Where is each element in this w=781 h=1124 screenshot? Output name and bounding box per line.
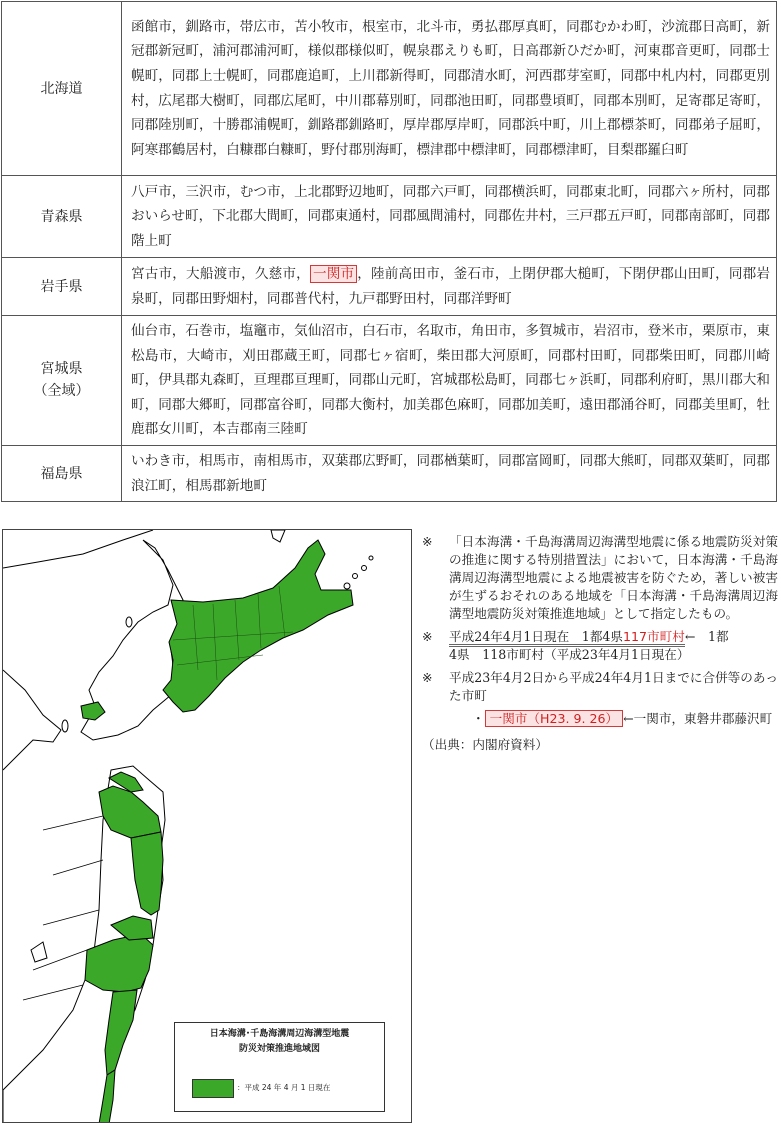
island-shape [344, 583, 350, 589]
prefecture-name: 福島県 [2, 445, 122, 501]
table-row [2, 316, 777, 446]
note-mark: ※ [422, 534, 433, 549]
count-text: 1都 [695, 629, 729, 644]
sakhalin-shape [271, 530, 285, 542]
note-text: 「日本海溝・千島海溝周辺海溝型地震に係る地震防災対策の推進に関する特別措置法」において，日本海溝・千島海溝周辺海溝型地震による地震被害を防ぐため，著しい被害が生ずるおそれのある地域を「日本海溝・千島海溝周辺海溝型地震防災対策推進地域」として指定したもの。 [449, 534, 778, 621]
merger-item [472, 710, 778, 728]
table-row [2, 445, 777, 501]
bullet: ・ [472, 711, 485, 726]
note-item [422, 628, 778, 664]
municipality-list: いわき市，相馬市，南相馬市，双葉郡広野町，同郡楢葉町，同郡富岡町，同郡大熊町，同郡双葉町，同郡浪江町，相馬郡新地町 [122, 445, 777, 501]
notes-panel [422, 533, 778, 754]
table-row [2, 176, 777, 258]
count-text: 平成24年4月1日現在 1都4県 [449, 629, 624, 644]
island-shape [369, 556, 373, 560]
hokkaido-designated-shape [163, 540, 353, 712]
arrow: ← [684, 629, 696, 644]
note-text [449, 628, 778, 664]
continent-coast [3, 670, 61, 770]
note-mark: ※ [422, 670, 433, 685]
legend-title: 防災対策推進地域図 [238, 1044, 320, 1054]
municipality-list: 仙台市，石巻市，塩竈市，気仙沼市，白石市，名取市，角田市，多賀城市，岩沼市，登米市，栗原市，東松島市，大崎市，刈田郡蔵王町，同郡七ヶ宿町，柴田郡大河原町，同郡村田町，同郡柴田町，同郡川崎町，伊具郡丸森町，亘理郡亘理町，同郡山元町，宮城郡松島町，同郡七ヶ浜町，同郡利府町，黒川郡大和町，同郡大郷町，同郡富谷町，同郡大衡村，加美郡色麻町，同郡加美町，遠田郡涌谷町，同郡美里町，牡鹿郡女川町，本吉郡南三陸町 [122, 316, 777, 446]
source-note: （出典：内閣府資料） [422, 737, 548, 752]
legend-swatch [192, 1079, 234, 1098]
municipality-text: ，陸前高田市，釜石市，上閉伊郡大槌町，下閉伊郡山田町，同郡岩泉町，同郡田野畑村，同郡普代村，九戸郡野田村，同郡洋野町 [131, 265, 771, 307]
municipality-list: 八戸市，三沢市，むつ市，上北郡野辺地町，同郡六戸町，同郡横浜町，同郡東北町，同郡六ヶ所村，同郡おいらせ町，下北郡大間町，同郡東通村，同郡風間浦村，同郡佐井村，三戸郡五戸町，同郡南部町，同郡階上町 [122, 176, 777, 258]
prefecture-note: （全域） [33, 383, 90, 400]
island-shape [31, 942, 47, 962]
prefecture-name: 北海道 [2, 2, 122, 176]
prefecture-name [2, 316, 122, 446]
note-item [422, 533, 778, 623]
designated-area-map [2, 529, 412, 1123]
arrow: ← [623, 711, 634, 726]
prefecture-name: 岩手県 [2, 258, 122, 316]
prefecture-name: 青森県 [2, 176, 122, 258]
highlighted-count: 117市町村 [623, 629, 685, 644]
count-text: 4県 118市町村（平成23年4月1日現在） [449, 647, 690, 662]
island-shape [362, 566, 367, 571]
legend-title: 日本海溝･千島海溝周辺海溝型地震 [209, 1029, 350, 1039]
note-text: 平成23年4月2日から平成24年4月1日までに合併等のあった市町 [449, 670, 778, 703]
municipality-list: 函館市，釧路市，帯広市，苫小牧市，根室市，北斗市，勇払郡厚真町，同郡むかわ町，沙流郡日高町，新冠郡新冠町，浦河郡浦河町，様似郡様似町，幌泉郡えりも町，日高郡新ひだか町，河東郡音更町，同郡士幌町，同郡上士幌町，同郡鹿追町，上川郡新得町，同郡清水町，河西郡芽室町，同郡中札内村，同郡更別村，広尾郡大樹町，同郡広尾町，中川郡幕別町，同郡池田町，同郡豊頃町，同郡本別町，足寄郡足寄町，同郡陸別町，十勝郡浦幌町，釧路郡釧路町，厚岸郡厚岸町，同郡浜中町，川上郡標茶町，同郡弟子屈町，阿寒郡鶴居村，白糠郡白糠町，野付郡別海町，標津郡中標津町，同郡標津町，目梨郡羅臼町 [122, 2, 777, 176]
merged-city: 一関市（H23. 9. 26） [485, 710, 624, 727]
merged-from: 一関市，東磐井郡藤沢町 [633, 711, 773, 726]
island-shape [62, 720, 68, 732]
map-legend [174, 1022, 385, 1112]
note-item [422, 669, 778, 705]
table-row [2, 258, 777, 316]
underlined-count [449, 629, 685, 647]
table-row [2, 2, 777, 176]
municipality-list [122, 258, 777, 316]
prefecture-label: 宮城県 [40, 361, 83, 378]
legend-note: ：平成 24 年 4 月 1 日現在 [237, 1083, 331, 1092]
designated-area-table [1, 1, 777, 502]
island-shape [126, 617, 132, 627]
municipality-text: 宮古市，大船渡市，久慈市， [131, 265, 310, 282]
highlighted-city: 一関市 [310, 265, 357, 283]
mainland-coast [3, 530, 153, 568]
note-mark: ※ [422, 629, 433, 644]
island-shape [353, 574, 358, 579]
